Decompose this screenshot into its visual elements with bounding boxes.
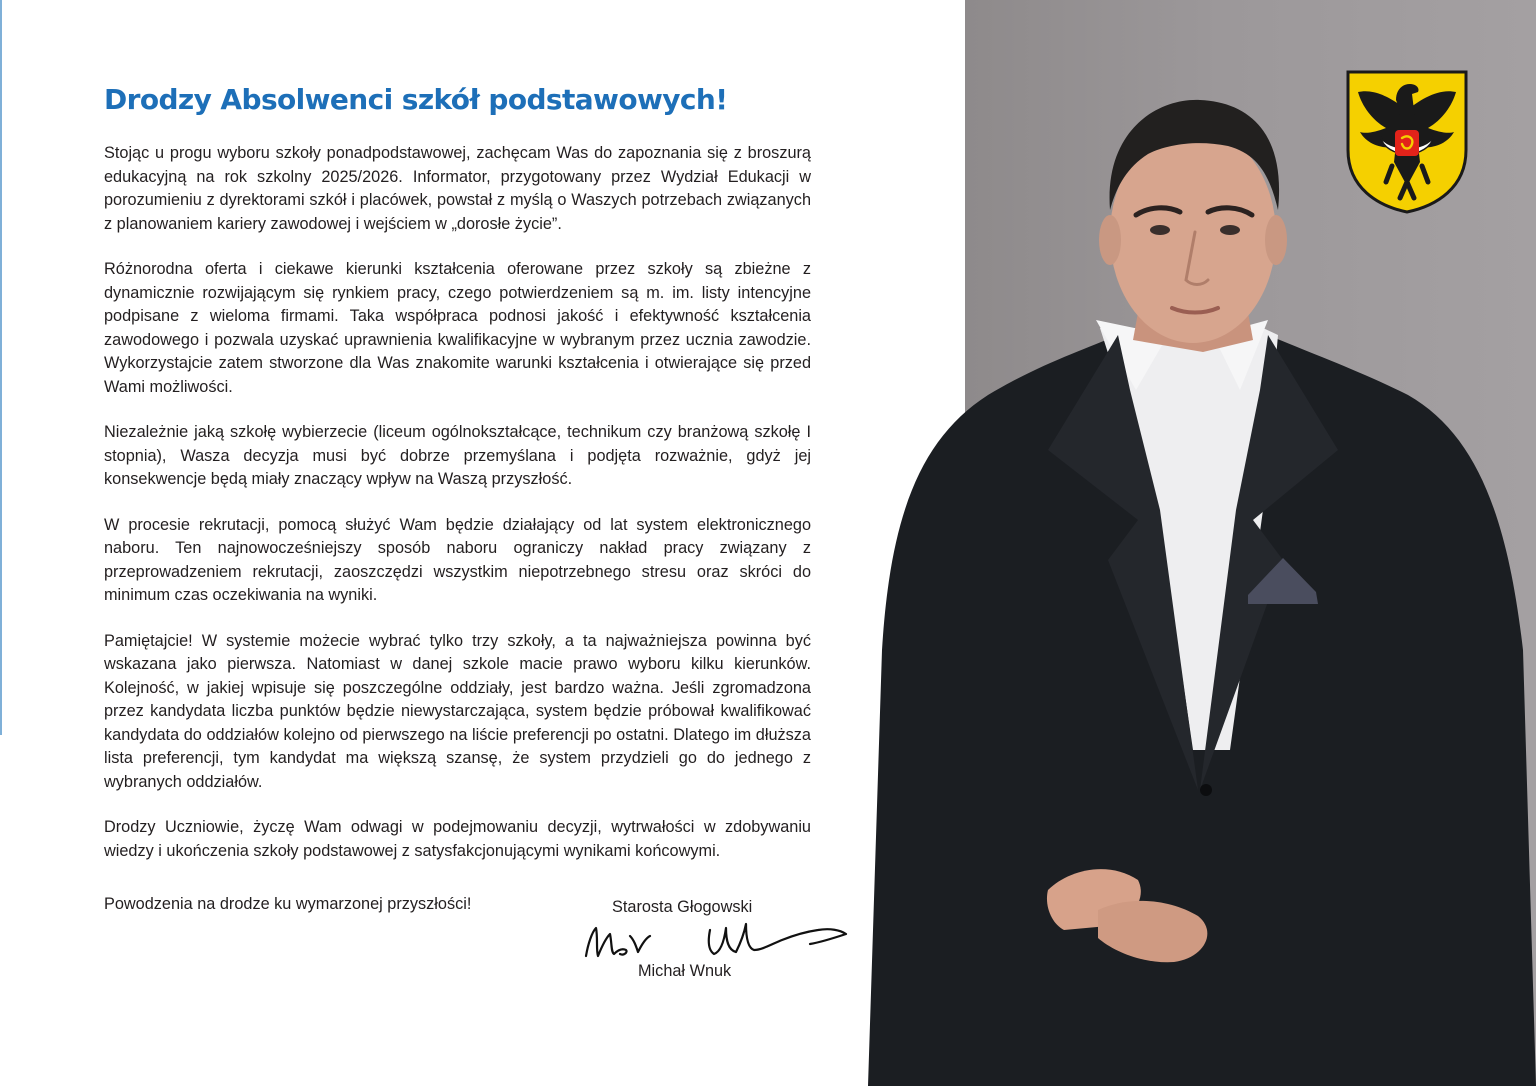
- paragraph-3: Niezależnie jaką szkołę wybierzecie (liceum ogólnokształcące, technikum czy branżową szkołę I stopnia), Wasza decyzja musi być dobrze przemyślana i podjęta rozważnie, gdyż jej konsekwencje będą miały znaczący wpływ na Waszą przyszłość.: [104, 423, 811, 488]
- signatory-title: Starosta Głogowski: [612, 898, 753, 916]
- closing-line: Powodzenia na drodze ku wymarzonej przyszłości!: [104, 895, 472, 913]
- signatory-name: Michał Wnuk: [638, 962, 732, 980]
- letter-body: [104, 82, 811, 885]
- paragraph-1: Stojąc u progu wyboru szkoły ponadpodstawowej, zachęcam Was do zapoznania się z broszurą edukacyjną na rok szkolny 2025/2026. Informator, przygotowany przez Wydział Edukacji w porozumieniu z dyrektorami szkół i placówek, powstał z myślą o Waszych potrzebach związanych z planowaniem kariery zawodowej i wejściem w „dorosłe życie”.: [104, 144, 811, 233]
- portrait-photo: [868, 90, 1536, 1086]
- paragraph-2: Różnorodna oferta i ciekawe kierunki kształcenia oferowane przez szkoły są zbieżne z dynamicznie rozwijającym się rynkiem pracy, czego potwierdzeniem są m. im. listy intencyjne podpisane z wieloma firmami. Taka współpraca podnosi jakość i efektywność kształcenia zawodowego i pozwala uzyskać uprawnienia kwalifikacyjne w wybranym przez ucznia zawodzie. Wykorzystajcie zatem stworzone dla Was znakomite warunki kształcenia i otwierające się przed Wami możliwości.: [104, 260, 811, 396]
- page-title: Drodzy Absolwenci szkół podstawowych!: [104, 83, 728, 116]
- left-accent-line: [0, 0, 2, 735]
- coat-of-arms-icon: [1346, 70, 1468, 214]
- paragraph-4: W procesie rekrutacji, pomocą służyć Wam będzie działający od lat system elektronicznego naboru. Ten najnowocześniejszy sposób naboru ograniczy nakład pracy związany z przeprowadzeniem rekrutacji, zaoszczędzi wszystkim niepotrzebnego stresu oraz skróci do minimum czas oczekiwania na wyniki.: [104, 515, 811, 604]
- paragraph-6: Drodzy Uczniowie, życzę Wam odwagi w podejmowaniu decyzji, wytrwałości w zdobywaniu wiedzy i ukończenia szkoły podstawowej z satysfakcjonującymi wynikami końcowymi.: [104, 818, 811, 860]
- paragraph-5: Pamiętajcie! W systemie możecie wybrać tylko trzy szkoły, a ta najważniejsza powinna być wskazana jako pierwsza. Natomiast w danej szkole macie prawo wyboru kilku kierunków. Kolejność, w jakiej wpisuje się poszczególne oddziały, jest bardzo ważna. Jeśli zgromadzona przez kandydata liczba punktów będzie niewystarczająca, system będzie próbował kwalifikować kandydata do oddziałów kolejno od pierwszego na liście preferencji po ostatni. Dlatego im dłuższa lista preferencji, tym kandydat ma większą szansę, że system przydzieli go do jednego z wybranych oddziałów.: [104, 631, 811, 791]
